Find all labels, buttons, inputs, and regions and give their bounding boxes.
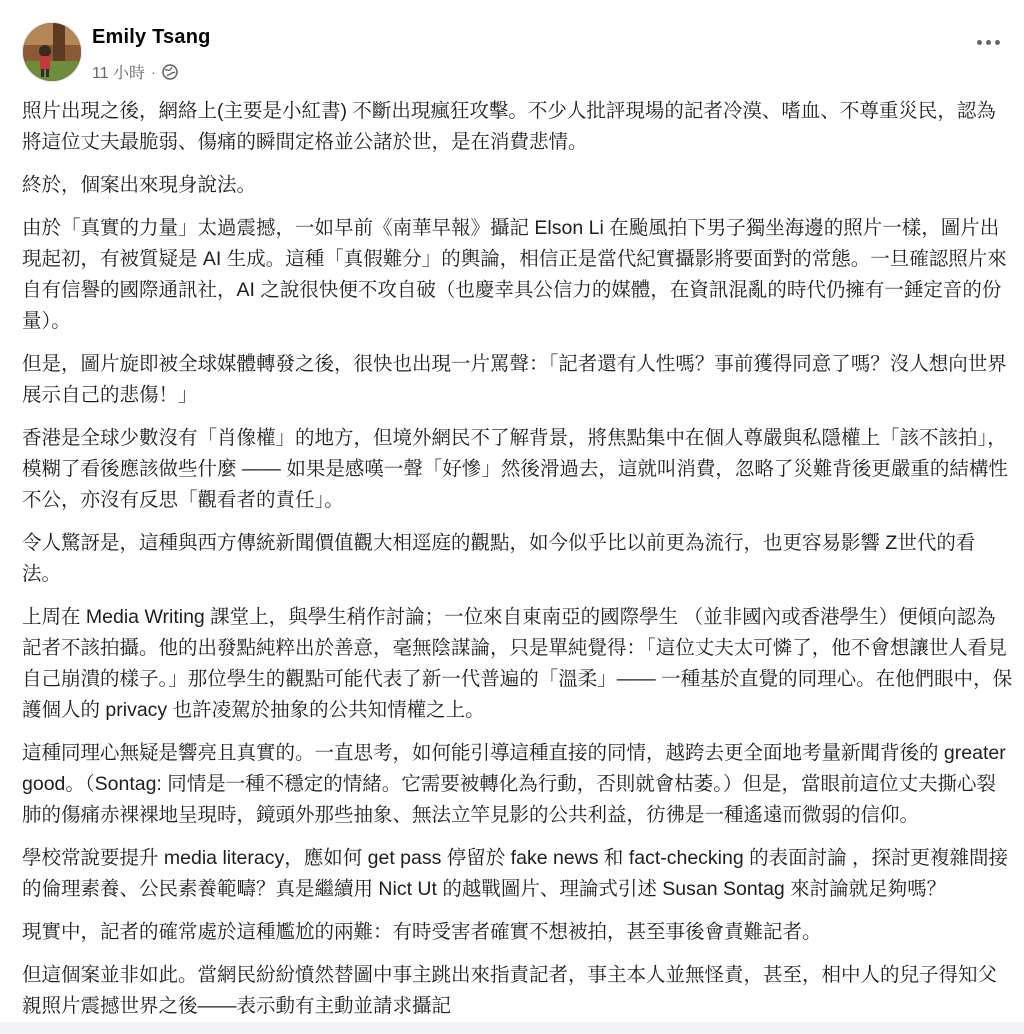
post-body: [22, 96, 1014, 1034]
post-paragraph: 這種同理心無疑是響亮且真實的。一直思考，如何能引導這種直接的同情，越跨去更全面地考量新聞背後的 greater good。（Sontag: 同情是一種不穩定的情緒。它需要被轉化為行動，否則就會枯萎。）但是，當眼前這位丈夫撕心裂肺的傷痛赤裸裸地呈現時，鏡頭外那些抽象、無法立竿見影的公共利益，彷彿是一種遙遠而微弱的信仰。: [22, 742, 1006, 826]
more-dot: [995, 40, 1000, 45]
avatar-photo: [23, 23, 81, 81]
post-header: [0, 0, 1024, 92]
more-options-icon[interactable]: [970, 30, 1006, 54]
post-time[interactable]: 11 小時: [92, 65, 146, 82]
post-paragraph: 終於，個案出來現身說法。: [22, 174, 257, 196]
meta-separator: ·: [151, 63, 156, 80]
post-paragraph: 照片出現之後，網絡上(主要是小紅書) 不斷出現瘋狂攻擊。不少人批評現場的記者冷漠、嗜血、不尊重災民，認為將這位丈夫最脆弱、傷痛的瞬間定格並公諸於世，是在消費悲情。: [22, 100, 996, 153]
post-paragraph: 令人驚訝是，這種與西方傳統新聞價值觀大相逕庭的觀點，如今似乎比以前更為流行，也更容易影響 Z世代的看法。: [22, 532, 976, 585]
post-paragraph: 香港是全球少數沒有「肖像權」的地方，但境外網民不了解背景，將焦點集中在個人尊嚴與私隱權上「該不該拍」，模糊了看後應該做些什麼 —— 如果是感嘆一聲「好慘」然後滑過去，這就叫消費，忽略了災難背後更嚴重的結構性不公，亦沒有反思「觀看者的責任」。: [22, 427, 1008, 511]
post-meta: [92, 60, 178, 83]
globe-icon[interactable]: [162, 64, 178, 80]
author-name[interactable]: Emily Tsang: [92, 26, 211, 48]
post-paragraph: 但是，圖片旋即被全球媒體轉發之後，很快也出現一片罵聲：「記者還有人性嗎？事前獲得同意了嗎？沒人想向世界展示自己的悲傷！」: [22, 353, 1007, 406]
post-paragraph: 由於「真實的力量」太過震撼，一如早前《南華早報》攝記 Elson Li 在颱風拍下男子獨坐海邊的照片一樣，圖片出現起初，有被質疑是 AI 生成。這種「真假難分」的輿論，相信正是當代紀實攝影將要面對的常態。一旦確認照片來自有信譽的國際通訊社，AI 之說很快便不攻自破（也慶幸具公信力的媒體，在資訊混亂的時代仍擁有一錘定音的份量）。: [22, 217, 1007, 332]
post-paragraph: 現實中，記者的確常處於這種尷尬的兩難：有時受害者確實不想被拍，甚至事後會責難記者。: [22, 921, 822, 943]
post-paragraph: 學校常說要提升 media literacy，應如何 get pass 停留於 fake news 和 fact-checking 的表面討論 ，探討更複雜間接的倫理素養、公民素養範疇？真是繼續用 Nict Ut 的越戰圖片、理論式引述 Susan Sontag 來討論就足夠嗎？: [22, 847, 1009, 900]
post-paragraph: 但這個案並非如此。當網民紛紛憤然替圖中事主跳出來指責記者，事主本人並無怪責，甚至，相中人的兒子得知父親照片震撼世界之後——表示動有主動並請求攝記: [22, 964, 998, 1017]
more-dot: [977, 40, 982, 45]
avatar[interactable]: [22, 22, 82, 82]
post-paragraph: 上周在 Media Writing 課堂上，與學生稍作討論；一位來自東南亞的國際學生 （並非國內或香港學生）便傾向認為記者不該拍攝。他的出發點純粹出於善意，毫無陰謀論，只是單純覺得：「這位丈夫太可憐了，他不會想讓世人看見自己崩潰的樣子。」那位學生的觀點可能代表了新一代普遍的「溫柔」—— 一種基於直覺的同理心。在他們眼中，保護個人的 privacy 也許凌駕於抽象的公共知情權之上。: [22, 606, 1013, 721]
more-dot: [986, 40, 991, 45]
